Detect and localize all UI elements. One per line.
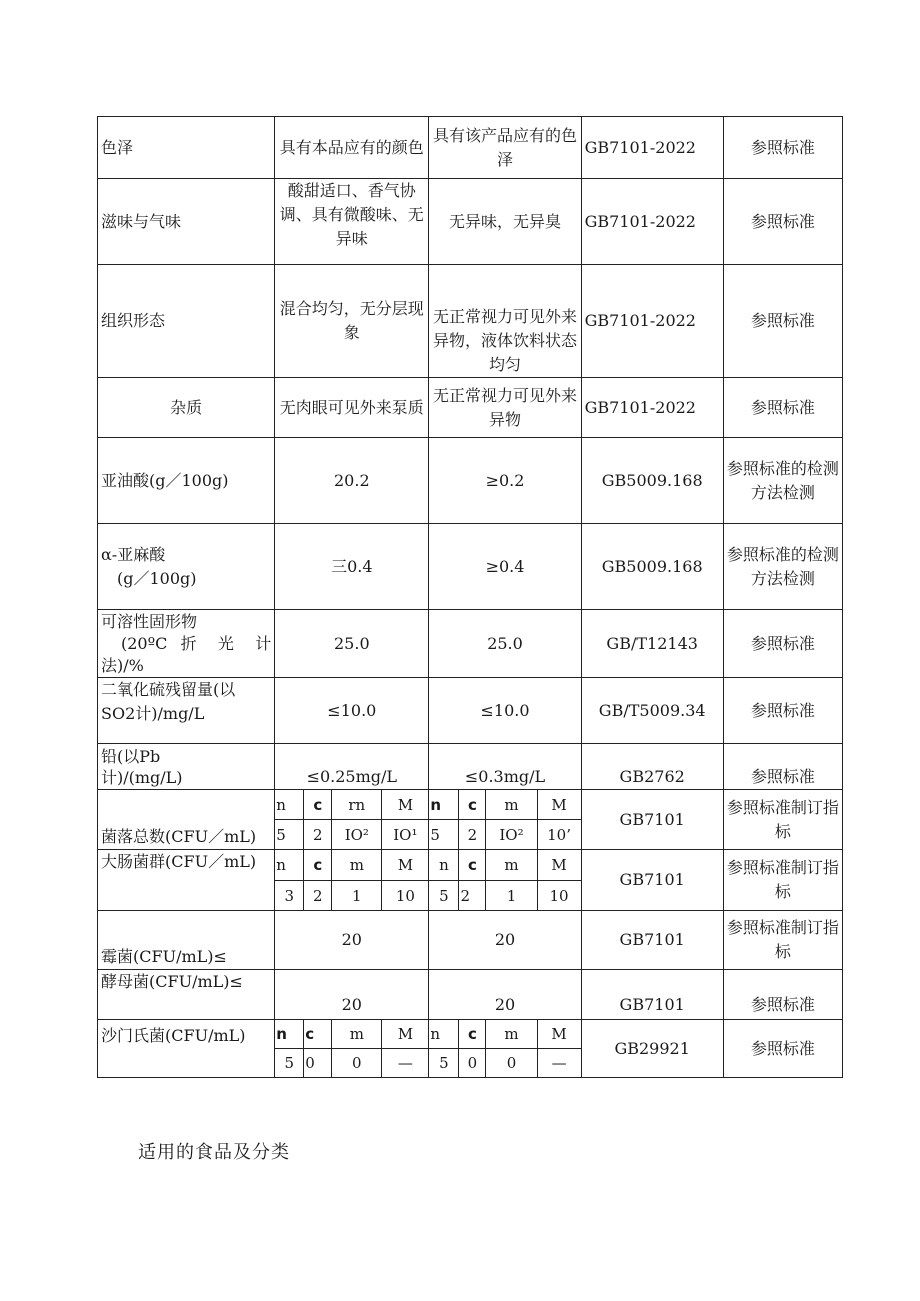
note: 参照标准	[723, 265, 842, 378]
test-method: GB7101-2022	[581, 117, 723, 179]
plan-header-c: c	[304, 790, 332, 820]
table-row	[98, 1020, 843, 1049]
item-name-line: 二氧化硫残留量(以	[101, 680, 236, 699]
plan-header-n: n	[429, 790, 459, 820]
plan-value-m: 0	[486, 1049, 537, 1078]
note: 参照标准	[723, 117, 842, 179]
note: 参照标准	[723, 744, 842, 790]
table-row	[98, 744, 843, 790]
plan-value-c: 2	[304, 820, 332, 850]
test-method: GB2762	[581, 744, 723, 790]
item-name: 组织形态	[98, 265, 275, 378]
item-name-line: SO2计)/mg/L	[101, 704, 205, 723]
plan-header-m: m	[486, 850, 537, 881]
plan-header-c: c	[304, 850, 332, 881]
test-method: GB/T12143	[581, 610, 723, 678]
plan-value-M: 10’	[537, 820, 581, 850]
test-method: GB7101-2022	[581, 179, 723, 265]
table-row	[98, 970, 843, 1020]
table-row	[98, 378, 843, 438]
item-name	[98, 610, 275, 678]
plan-header-m: m	[486, 790, 537, 820]
plan-header-c: c	[459, 790, 486, 820]
plan-header-m: m	[332, 850, 382, 881]
quality-spec-table	[97, 116, 843, 1078]
plan-value-c: 2	[459, 820, 486, 850]
standard-requirement: 无正常视力可见外来异物	[429, 378, 581, 438]
plan-value-M: 10	[537, 881, 581, 911]
plan-header-m: rn	[332, 790, 382, 820]
standard-requirement: 20	[429, 911, 581, 970]
plan-header-n: n	[275, 850, 304, 881]
standard-requirement: ≥0.2	[429, 438, 581, 524]
test-method: GB7101	[581, 790, 723, 850]
test-method: GB7101	[581, 911, 723, 970]
plan-header-n: n	[429, 1020, 459, 1049]
section-heading: 适用的食品及分类	[138, 1142, 290, 1163]
table-row	[98, 438, 843, 524]
table-row	[98, 850, 843, 881]
product-requirement: 20.2	[275, 438, 429, 524]
plan-header-m: m	[332, 1020, 382, 1049]
note: 参照标准	[723, 610, 842, 678]
item-name: 大肠菌群(CFU／mL)	[98, 850, 275, 911]
test-method: GB5009.168	[581, 524, 723, 610]
note: 参照标准的检测方法检测	[723, 524, 842, 610]
item-name-line: 铅(以Pb	[101, 746, 161, 766]
plan-value-m: 0	[332, 1049, 382, 1078]
plan-value-m: 1	[332, 881, 382, 911]
item-name: 酵母菌(CFU/mL)≤	[98, 970, 275, 1020]
note: 参照标准的检测方法检测	[723, 438, 842, 524]
item-name-line: (g／100g)	[117, 568, 197, 588]
item-name: 亚油酸(g／100g)	[98, 438, 275, 524]
table-row	[98, 117, 843, 179]
product-requirement: 20	[275, 911, 429, 970]
product-requirement: 无肉眼可见外来泵质	[275, 378, 429, 438]
standard-requirement: ≤0.3mg/L	[429, 744, 581, 790]
plan-value-n: 5	[429, 820, 459, 850]
item-name-line: (20ºC 折 光 计	[121, 633, 272, 653]
note: 参照标准	[723, 678, 842, 744]
item-name	[98, 744, 275, 790]
test-method: GB5009.168	[581, 438, 723, 524]
plan-value-c: 0	[304, 1049, 332, 1078]
plan-value-M: —	[382, 1049, 429, 1078]
plan-header-n: n	[275, 1020, 304, 1049]
plan-value-n: 5	[275, 820, 304, 850]
note: 参照标准	[723, 179, 842, 265]
item-name	[98, 678, 275, 744]
item-name: 滋味与气味	[98, 179, 275, 265]
item-name: 杂质	[98, 378, 275, 438]
item-name: 霉菌(CFU/mL)≤	[98, 911, 275, 970]
note: 参照标准	[723, 378, 842, 438]
test-method: GB/T5009.34	[581, 678, 723, 744]
table-row	[98, 265, 843, 378]
plan-value-c: 2	[304, 881, 332, 911]
item-name-line: α-亚麻酸	[101, 544, 166, 564]
table-row	[98, 911, 843, 970]
product-requirement: 混合均匀，无分层现象	[275, 265, 429, 378]
product-requirement: 三0.4	[275, 524, 429, 610]
plan-value-n: 5	[275, 1049, 304, 1078]
item-name-line: 法)/%	[101, 655, 144, 675]
item-name: 色泽	[98, 117, 275, 179]
standard-requirement: 20	[429, 970, 581, 1020]
note: 参照标准制订指标	[723, 911, 842, 970]
item-name-line: 可溶性固形物	[101, 611, 198, 631]
note: 参照标准	[723, 970, 842, 1020]
plan-header-c: c	[304, 1020, 332, 1049]
standard-requirement: 具有该产品应有的色泽	[429, 117, 581, 179]
plan-header-n: n	[429, 850, 459, 881]
plan-header-M: M	[382, 1020, 429, 1049]
plan-value-n: 3	[275, 881, 304, 911]
plan-header-M: M	[537, 1020, 581, 1049]
table-row	[98, 610, 843, 678]
plan-value-c: 2	[459, 881, 486, 911]
item-name	[98, 524, 275, 610]
note: 参照标准制订指标	[723, 790, 842, 850]
plan-header-n: n	[275, 790, 304, 820]
item-name: 菌落总数(CFU／mL)	[98, 790, 275, 850]
standard-requirement: 无正常视力可见外来异物，液体饮料状态均匀	[429, 265, 581, 378]
test-method: GB29921	[581, 1020, 723, 1078]
product-requirement: 具有本品应有的颜色	[275, 117, 429, 179]
plan-header-M: M	[382, 850, 429, 881]
note: 参照标准制订指标	[723, 850, 842, 911]
plan-value-M: —	[537, 1049, 581, 1078]
test-method: GB7101-2022	[581, 265, 723, 378]
standard-requirement: ≥0.4	[429, 524, 581, 610]
plan-header-M: M	[382, 790, 429, 820]
plan-header-c: c	[459, 1020, 486, 1049]
product-requirement: 酸甜适口、香气协调、具有微酸味、无异味	[275, 179, 429, 265]
plan-header-M: M	[537, 790, 581, 820]
item-name: 沙门氏菌(CFU/mL)	[98, 1020, 275, 1078]
plan-header-m: m	[486, 1020, 537, 1049]
plan-value-m: IO²	[332, 820, 382, 850]
plan-value-M: IO¹	[382, 820, 429, 850]
plan-value-n: 5	[429, 881, 459, 911]
standard-requirement: 25.0	[429, 610, 581, 678]
standard-requirement: ≤10.0	[429, 678, 581, 744]
test-method: GB7101-2022	[581, 378, 723, 438]
plan-value-m: 1	[486, 881, 537, 911]
plan-header-c: c	[459, 850, 486, 881]
test-method: GB7101	[581, 970, 723, 1020]
product-requirement: 25.0	[275, 610, 429, 678]
product-requirement: ≤10.0	[275, 678, 429, 744]
table-row	[98, 678, 843, 744]
plan-value-n: 5	[429, 1049, 459, 1078]
table-row	[98, 524, 843, 610]
plan-value-m: IO²	[486, 820, 537, 850]
table-row	[98, 790, 843, 820]
product-requirement: ≤0.25mg/L	[275, 744, 429, 790]
item-name-line: 计)/(mg/L)	[101, 767, 183, 787]
test-method: GB7101	[581, 850, 723, 911]
product-requirement: 20	[275, 970, 429, 1020]
plan-header-M: M	[537, 850, 581, 881]
note: 参照标准	[723, 1020, 842, 1078]
table-row	[98, 179, 843, 265]
plan-value-c: 0	[459, 1049, 486, 1078]
plan-value-M: 10	[382, 881, 429, 911]
standard-requirement: 无异味，无异臭	[429, 179, 581, 265]
